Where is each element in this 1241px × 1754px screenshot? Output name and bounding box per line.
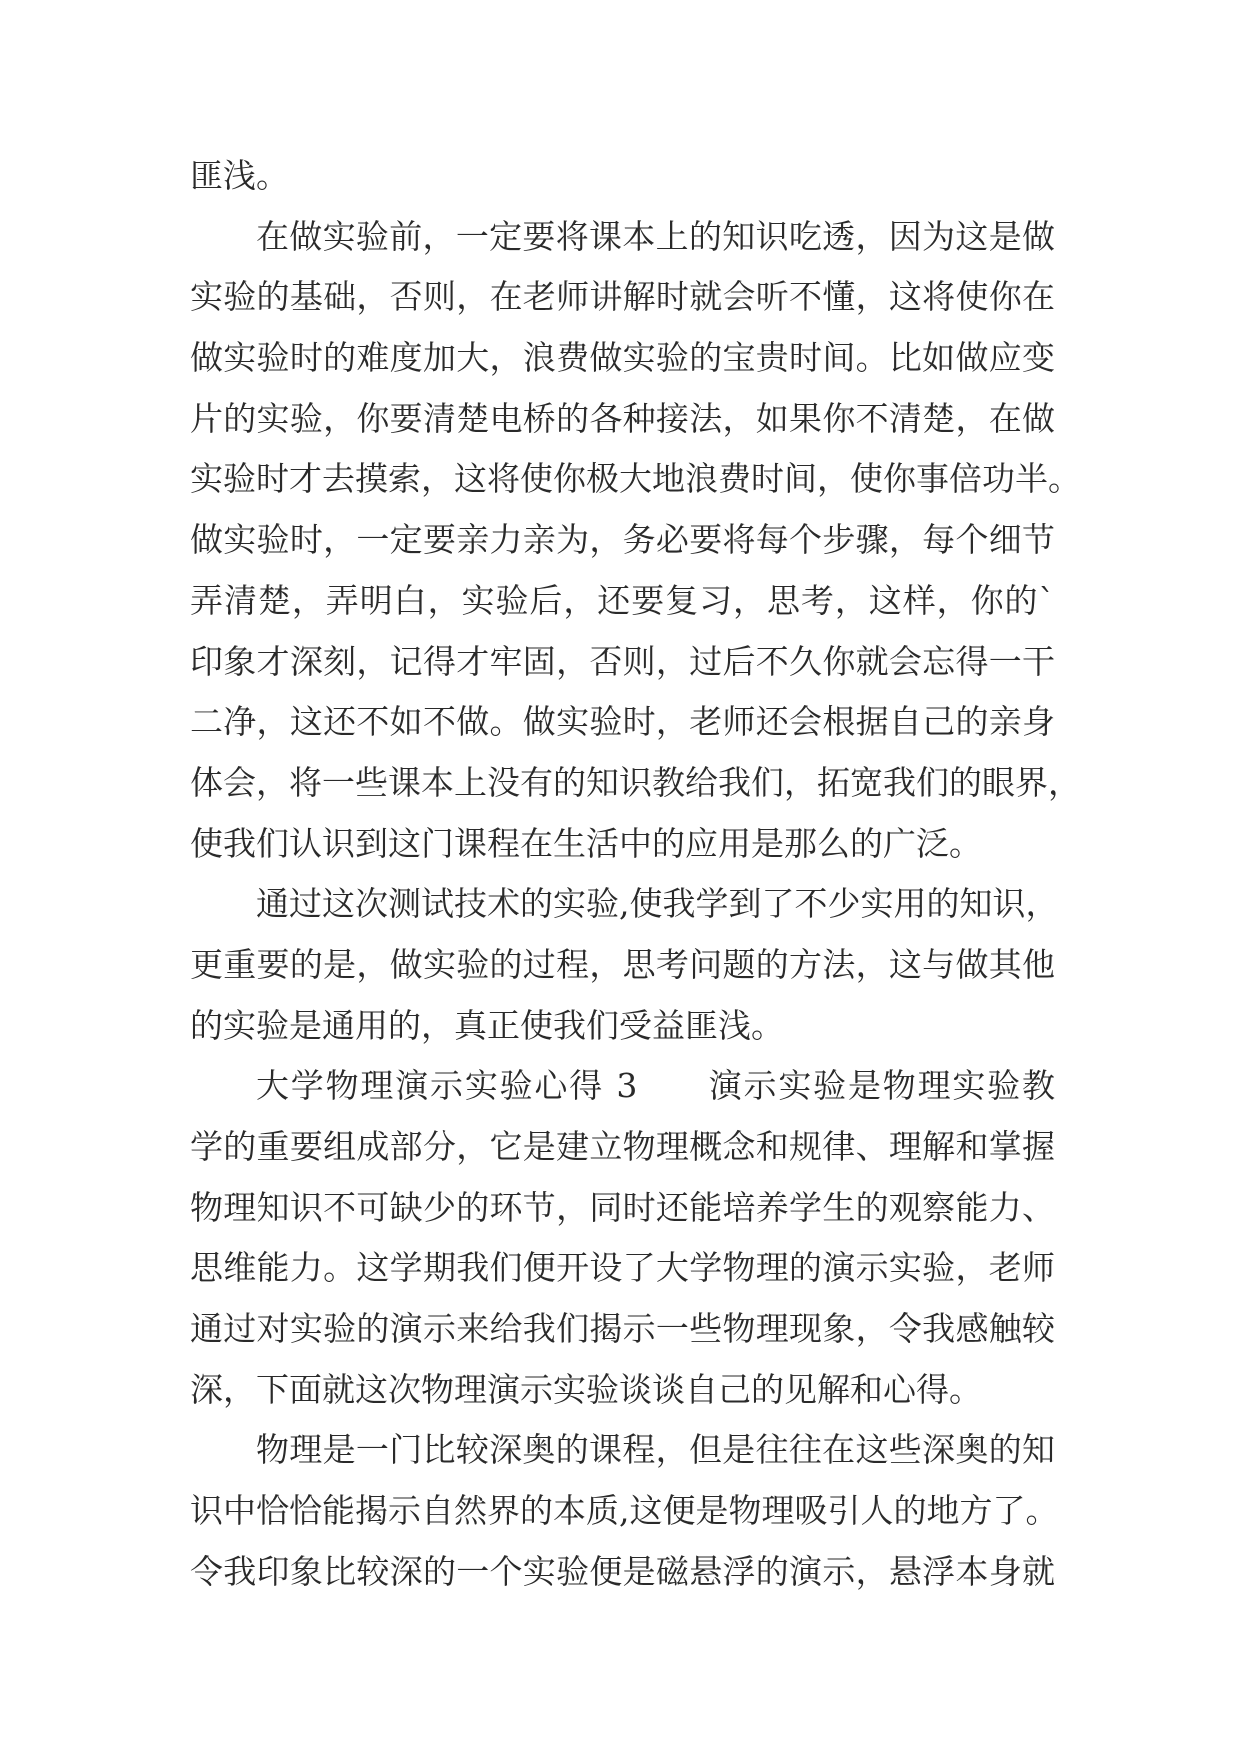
document-body: [190, 146, 1081, 1603]
text-line: 通过对实验的演示来给我们揭示一些物理现象，令我感触较: [190, 1309, 1055, 1349]
text-line: 通过这次测试技术的实验,使我学到了不少实用的知识，: [256, 884, 1059, 924]
text-line: 的实验是通用的，真正使我们受益匪浅。: [190, 1005, 784, 1045]
text-line: 思维能力。这学期我们便开设了大学物理的演示实验，老师: [190, 1248, 1055, 1288]
text-line: 大学物理演示实验心得 3 演示实验是物理实验教: [256, 1066, 1055, 1106]
text-line: 识中恰恰能揭示自然界的本质,这便是物理吸引人的地方了。: [190, 1491, 1059, 1531]
text-line: 做实验时，一定要亲力亲为，务必要将每个步骤，每个细节: [190, 520, 1055, 560]
text-line: 体会，将一些课本上没有的知识教给我们，拓宽我们的眼界，: [190, 762, 1081, 802]
text-line: 弄清楚，弄明白，实验后，还要复习，思考，这样，你的`: [190, 580, 1055, 620]
text-line: 深，下面就这次物理演示实验谈谈自己的见解和心得。: [190, 1369, 982, 1409]
text-line: 匪浅。: [190, 156, 289, 195]
text-line: 二净，这还不如不做。做实验时，老师还会根据自己的亲身: [190, 702, 1055, 742]
text-line: 更重要的是，做实验的过程，思考问题的方法，这与做其他: [190, 944, 1055, 984]
text-line: 学的重要组成部分，它是建立物理概念和规律、理解和掌握: [190, 1127, 1055, 1166]
text-line: 实验时才去摸索，这将使你极大地浪费时间，使你事倍功半。: [190, 459, 1081, 499]
text-line: 做实验时的难度加大，浪费做实验的宝贵时间。比如做应变: [190, 338, 1055, 378]
text-line: 实验的基础，否则，在老师讲解时就会听不懂，这将使你在: [190, 277, 1055, 317]
text-line: 印象才深刻，记得才牢固，否则，过后不久你就会忘得一干: [190, 641, 1055, 681]
text-line: 物理知识不可缺少的环节，同时还能培养学生的观察能力、: [190, 1187, 1055, 1227]
text-line: 在做实验前，一定要将课本上的知识吃透，因为这是做: [256, 216, 1055, 256]
text-line: 令我印象比较深的一个实验便是磁悬浮的演示，悬浮本身就: [190, 1551, 1055, 1591]
text-line: 使我们认识到这门课程在生活中的应用是那么的广泛。: [190, 823, 982, 863]
text-line: 物理是一门比较深奥的课程，但是往往在这些深奥的知: [256, 1430, 1055, 1470]
text-line: 片的实验，你要清楚电桥的各种接法，如果你不清楚，在做: [190, 398, 1055, 438]
